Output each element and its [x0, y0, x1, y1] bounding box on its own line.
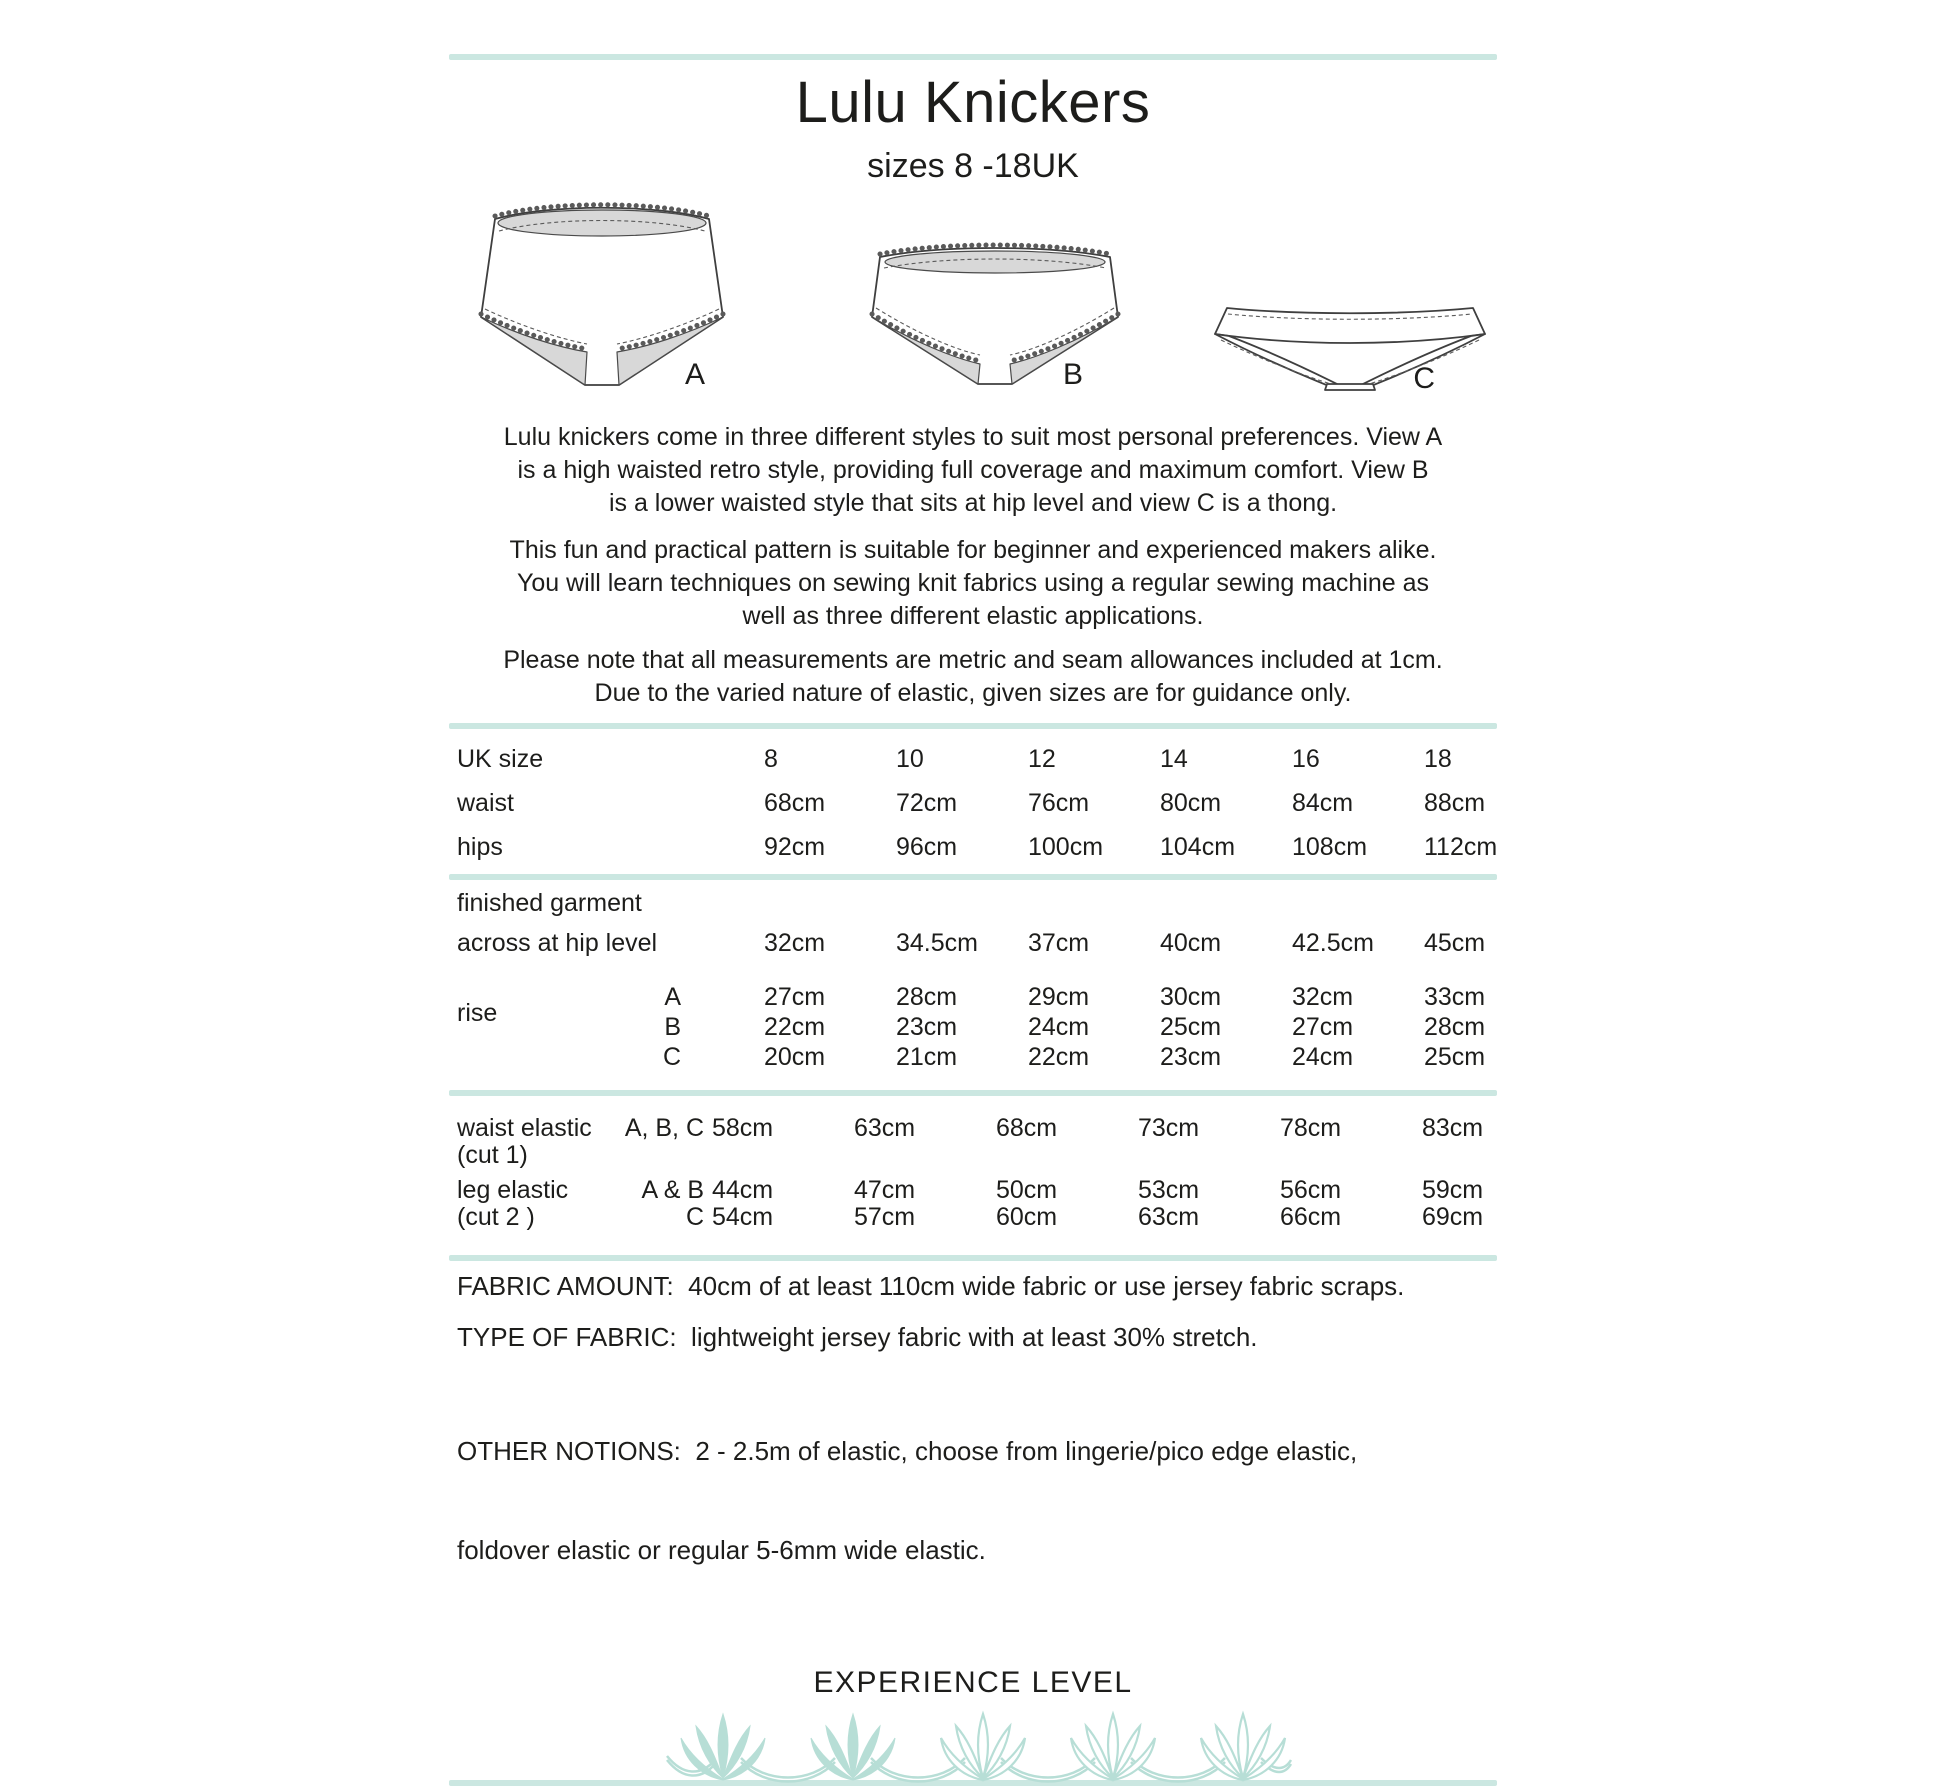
variant-label: B — [664, 1012, 681, 1041]
measurement-value: 73cm — [1138, 1114, 1200, 1142]
row-sublabel: (cut 2 ) — [457, 1203, 535, 1231]
size-value: 8 — [764, 744, 778, 773]
measurement-value: 33cm — [1424, 982, 1486, 1011]
measurement-value: 25cm — [1424, 1042, 1486, 1071]
measurement-value: 24cm — [1292, 1042, 1354, 1071]
view-b-figure — [862, 242, 1128, 392]
paragraph-line: You will learn techniques on sewing knit fabrics using a regular sewing machine as — [516, 569, 1430, 597]
measurement-value: 58cm — [712, 1114, 774, 1142]
measurement-value: 20cm — [764, 1042, 826, 1071]
variant-label: C — [662, 1042, 681, 1071]
table-row-uk-size — [449, 737, 1497, 781]
table-rows-rise — [449, 982, 1497, 1072]
measurement-value: 88cm — [1424, 788, 1486, 817]
intro-paragraph-measurements-note — [449, 644, 1497, 710]
intro-paragraph-skills — [449, 534, 1497, 633]
paragraph-line: This fun and practical pattern is suitable for beginner and experienced makers alike. — [509, 536, 1437, 564]
view-c-label: C — [1413, 362, 1435, 395]
measurement-value: 28cm — [1424, 1012, 1486, 1041]
paragraph-line: well as three different elastic applications. — [742, 602, 1204, 630]
measurement-value: 76cm — [1028, 788, 1090, 817]
row-label: leg elastic — [457, 1176, 569, 1204]
table-row-hips — [449, 825, 1497, 869]
measurement-value: 68cm — [764, 788, 826, 817]
view-c-figure — [1205, 300, 1495, 395]
page-title: Lulu Knickers — [795, 70, 1151, 135]
view-b-label: B — [1062, 358, 1083, 391]
intro-paragraph-styles — [449, 421, 1497, 520]
paragraph-line: Due to the varied nature of elastic, given sizes are for guidance only. — [594, 679, 1352, 707]
note-fabric-amount: FABRIC AMOUNT: 40cm of at least 110cm wide fabric or use jersey fabric scraps. — [457, 1271, 1405, 1301]
measurement-value: 54cm — [712, 1203, 774, 1231]
measurement-value: 32cm — [764, 928, 826, 957]
bottom-divider — [449, 1780, 1497, 1786]
measurement-value: 57cm — [854, 1203, 916, 1231]
table-row-leg-elastic-ab — [449, 1176, 1497, 1203]
row-label: UK size — [457, 744, 544, 773]
measurement-value: 27cm — [1292, 1012, 1354, 1041]
top-divider — [449, 54, 1497, 60]
paragraph-line: Please note that all measurements are metric and seam allowances included at 1cm. — [503, 646, 1443, 674]
table-section-finished-garment: finished garment — [457, 888, 642, 917]
measurement-value: 28cm — [896, 982, 958, 1011]
view-a-figure — [469, 197, 735, 392]
row-label: rise — [457, 998, 498, 1027]
size-value: 12 — [1028, 744, 1056, 773]
variant-label: A, B, C — [624, 1114, 704, 1142]
measurement-value: 44cm — [712, 1176, 774, 1204]
size-value: 18 — [1424, 744, 1452, 773]
experience-level-heading: EXPERIENCE LEVEL — [813, 1666, 1133, 1699]
row-label: waist elastic — [457, 1114, 592, 1142]
measurement-value: 23cm — [896, 1012, 958, 1041]
measurement-value: 40cm — [1160, 928, 1222, 957]
measurement-value: 59cm — [1422, 1176, 1484, 1204]
experience-level-lotus-rating — [653, 1702, 1293, 1786]
measurement-value: 83cm — [1422, 1114, 1484, 1142]
measurement-value: 63cm — [854, 1114, 916, 1142]
note-line: foldover elastic or regular 5-6mm wide elastic. — [457, 1535, 986, 1565]
measurement-value: 92cm — [764, 832, 826, 861]
note-line: OTHER NOTIONS: 2 - 2.5m of elastic, choose from lingerie/pico edge elastic, — [457, 1436, 1358, 1466]
pattern-info-sheet — [449, 0, 1497, 1786]
table-divider — [449, 1255, 1497, 1261]
measurement-value: 53cm — [1138, 1176, 1200, 1204]
measurement-value: 42.5cm — [1292, 928, 1374, 957]
size-value: 10 — [896, 744, 924, 773]
measurement-value: 84cm — [1292, 788, 1354, 817]
measurement-value: 66cm — [1280, 1203, 1342, 1231]
measurement-value: 104cm — [1160, 832, 1236, 861]
measurement-value: 47cm — [854, 1176, 916, 1204]
table-divider — [449, 723, 1497, 729]
measurement-value: 23cm — [1160, 1042, 1222, 1071]
size-value: 14 — [1160, 744, 1188, 773]
page-subtitle: sizes 8 -18UK — [867, 147, 1079, 185]
measurement-value: 45cm — [1424, 928, 1486, 957]
measurement-value: 108cm — [1292, 832, 1368, 861]
measurement-value: 68cm — [996, 1114, 1058, 1142]
row-label: hips — [457, 832, 503, 861]
paragraph-line: Lulu knickers come in three different styles to suit most personal preferences. View A — [503, 423, 1443, 451]
row-label: waist — [457, 788, 514, 817]
size-value: 16 — [1292, 744, 1320, 773]
table-row-leg-elastic-c — [449, 1203, 1497, 1230]
thong-icon — [1205, 300, 1495, 395]
measurement-value: 72cm — [896, 788, 958, 817]
note-type-of-fabric: TYPE OF FABRIC: lightweight jersey fabric with at least 30% stretch. — [457, 1322, 1258, 1352]
measurement-value: 56cm — [1280, 1176, 1342, 1204]
measurement-value: 60cm — [996, 1203, 1058, 1231]
measurement-value: 22cm — [1028, 1042, 1090, 1071]
measurement-value: 96cm — [896, 832, 958, 861]
note-other-notions — [449, 1369, 1497, 1633]
table-row-waist — [449, 781, 1497, 825]
measurement-value: 24cm — [1028, 1012, 1090, 1041]
table-row-across-at-hip — [449, 926, 1497, 960]
measurement-value: 34.5cm — [896, 928, 978, 957]
table-divider — [449, 1090, 1497, 1096]
measurement-value: 69cm — [1422, 1203, 1484, 1231]
measurement-value: 63cm — [1138, 1203, 1200, 1231]
measurement-value: 21cm — [896, 1042, 958, 1071]
measurement-value: 37cm — [1028, 928, 1090, 957]
measurement-value: 80cm — [1160, 788, 1222, 817]
measurement-value: 30cm — [1160, 982, 1222, 1011]
row-sublabel: (cut 1) — [457, 1141, 528, 1169]
variant-label: A & B — [641, 1176, 704, 1204]
row-label: across at hip level — [457, 928, 658, 957]
measurement-value: 112cm — [1424, 832, 1498, 861]
variant-label: A — [664, 982, 681, 1011]
paragraph-line: is a lower waisted style that sits at hip level and view C is a thong. — [608, 489, 1338, 517]
measurement-value: 78cm — [1280, 1114, 1342, 1142]
table-row-waist-elastic — [449, 1114, 1497, 1141]
measurement-value: 22cm — [764, 1012, 826, 1041]
variant-label: C — [685, 1203, 704, 1231]
paragraph-line: is a high waisted retro style, providing full coverage and maximum comfort. View B — [517, 456, 1429, 484]
measurement-value: 25cm — [1160, 1012, 1222, 1041]
measurement-value: 32cm — [1292, 982, 1354, 1011]
measurement-value: 29cm — [1028, 982, 1090, 1011]
measurement-value: 50cm — [996, 1176, 1058, 1204]
measurement-value: 100cm — [1028, 832, 1104, 861]
measurement-value: 27cm — [764, 982, 826, 1011]
table-row-waist-elastic-cut — [449, 1141, 1497, 1168]
knickers-hipster-icon — [862, 242, 1128, 392]
style-views-row — [449, 197, 1497, 395]
view-a-label: A — [684, 358, 705, 391]
